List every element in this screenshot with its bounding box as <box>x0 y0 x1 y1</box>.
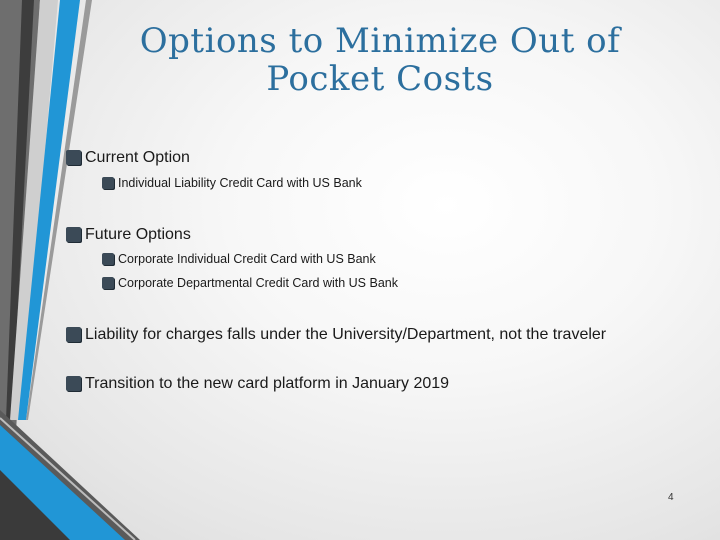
sub-bullet-corporate-departmental <box>102 275 398 291</box>
sub-bullet-individual-liability <box>102 175 362 191</box>
bullet-box-icon <box>66 227 81 242</box>
sub-bullet-text: Individual Liability Credit Card with US Bank <box>118 176 362 190</box>
bullet-box-icon <box>66 150 81 165</box>
slide-title: Options to Minimize Out of Pocket Costs <box>139 21 621 99</box>
bullet-future-options <box>66 225 191 244</box>
bullet-text: Future Options <box>85 226 191 243</box>
bullet-liability <box>66 325 615 344</box>
bullet-box-icon <box>102 277 114 289</box>
sub-bullet-text: Corporate Individual Credit Card with US Bank <box>118 252 376 266</box>
bullet-transition <box>66 374 449 393</box>
page-number: 4 <box>668 492 674 503</box>
sub-bullet-text: Corporate Departmental Credit Card with US Bank <box>118 276 398 290</box>
bullet-box-icon <box>102 177 114 189</box>
bullet-box-icon <box>66 327 81 342</box>
bullet-text: Current Option <box>85 149 190 166</box>
bullet-current-option <box>66 148 190 167</box>
bullet-box-icon <box>102 253 114 265</box>
bullet-text: Transition to the new card platform in January 2019 <box>85 375 450 392</box>
bullet-box-icon <box>66 376 81 391</box>
bullet-text: Liability for charges falls under the University/Department, not the traveler <box>85 326 607 343</box>
sub-bullet-corporate-individual <box>102 251 376 267</box>
